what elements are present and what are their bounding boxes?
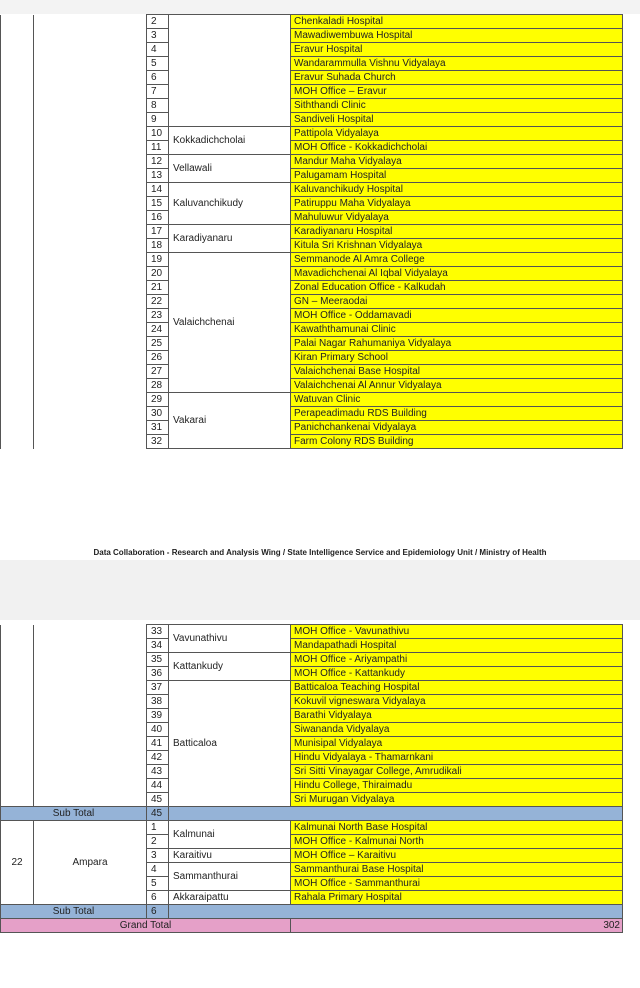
location-cell: Eravur Hospital <box>291 43 623 57</box>
row-number: 19 <box>147 253 169 267</box>
ds-division-cell: Kokkadichcholai <box>169 127 291 155</box>
location-cell: Munisipal Vidyalaya <box>291 737 623 751</box>
location-cell: MOH Office - Vavunathivu <box>291 625 623 639</box>
district-name-cell <box>34 15 147 449</box>
row-number: 35 <box>147 653 169 667</box>
location-cell: MOH Office - Sammanthurai <box>291 877 623 891</box>
row-number: 5 <box>147 877 169 891</box>
location-cell: Perapeadimadu RDS Building <box>291 407 623 421</box>
ds-division-cell: Batticaloa <box>169 681 291 807</box>
location-cell: MOH Office – Karaitivu <box>291 849 623 863</box>
subtotal-value: 6 <box>147 905 169 919</box>
location-cell: MOH Office - Kattankudy <box>291 667 623 681</box>
row-number: 2 <box>147 15 169 29</box>
row-number: 9 <box>147 113 169 127</box>
top-strip <box>0 0 640 14</box>
location-cell: Kawaththamunai Clinic <box>291 323 623 337</box>
location-cell: Sri Murugan Vidyalaya <box>291 793 623 807</box>
row-number: 3 <box>147 849 169 863</box>
location-cell: Mandapathadi Hospital <box>291 639 623 653</box>
row-number: 23 <box>147 309 169 323</box>
ds-division-cell: Akkaraipattu <box>169 891 291 905</box>
row-number: 31 <box>147 421 169 435</box>
location-cell: Hindu College, Thiraimadu <box>291 779 623 793</box>
location-cell: Chenkaladi Hospital <box>291 15 623 29</box>
row-number: 12 <box>147 155 169 169</box>
location-cell: Eravur Suhada Church <box>291 71 623 85</box>
location-cell: Karadiyanaru Hospital <box>291 225 623 239</box>
ds-division-cell: Valaichchenai <box>169 253 291 393</box>
page-gap <box>0 560 640 620</box>
row-number: 15 <box>147 197 169 211</box>
location-cell: MOH Office - Oddamavadi <box>291 309 623 323</box>
locations-table-page1 <box>0 14 623 449</box>
grand-total-value: 302 <box>291 919 623 933</box>
location-cell: MOH Office - Ariyampathi <box>291 653 623 667</box>
location-cell: Rahala Primary Hospital <box>291 891 623 905</box>
location-cell: Sandiveli Hospital <box>291 113 623 127</box>
row-number: 29 <box>147 393 169 407</box>
subtotal-label: Sub Total <box>1 905 147 919</box>
location-cell: Siwananda Vidyalaya <box>291 723 623 737</box>
location-cell: MOH Office - Kokkadichcholai <box>291 141 623 155</box>
row-number: 1 <box>147 821 169 835</box>
location-cell: Valaichchenai Al Annur Vidyalaya <box>291 379 623 393</box>
subtotal-empty <box>169 807 623 821</box>
row-number: 3 <box>147 29 169 43</box>
page-2 <box>0 620 640 988</box>
location-cell: Patiruppu Maha Vidyalaya <box>291 197 623 211</box>
subtotal-empty <box>169 905 623 919</box>
row-number: 27 <box>147 365 169 379</box>
location-cell: Hindu Vidyalaya - Thamarnkani <box>291 751 623 765</box>
row-number: 37 <box>147 681 169 695</box>
location-cell: Kaluvanchikudy Hospital <box>291 183 623 197</box>
row-number: 4 <box>147 863 169 877</box>
grand-total-row <box>1 919 623 933</box>
location-cell: Kitula Sri Krishnan Vidyalaya <box>291 239 623 253</box>
table-row <box>1 15 623 29</box>
location-cell: Mahuluwur Vidyalaya <box>291 211 623 225</box>
location-cell: Mawadiwembuwa Hospital <box>291 29 623 43</box>
ds-division-cell: Vakarai <box>169 393 291 449</box>
location-cell: Siththandi Clinic <box>291 99 623 113</box>
page-1 <box>0 14 640 557</box>
row-number: 20 <box>147 267 169 281</box>
row-number: 14 <box>147 183 169 197</box>
ds-division-cell: Karaitivu <box>169 849 291 863</box>
subtotal-value: 45 <box>147 807 169 821</box>
location-cell: Wandarammulla Vishnu Vidyalaya <box>291 57 623 71</box>
row-number: 22 <box>147 295 169 309</box>
row-number: 2 <box>147 835 169 849</box>
location-cell: Sri Sitti Vinayagar College, Amrudikali <box>291 765 623 779</box>
location-cell: MOH Office – Eravur <box>291 85 623 99</box>
row-number: 43 <box>147 765 169 779</box>
location-cell: Pattipola Vidyalaya <box>291 127 623 141</box>
location-cell: Palai Nagar Rahumaniya Vidyalaya <box>291 337 623 351</box>
subtotal-label: Sub Total <box>1 807 147 821</box>
location-cell: GN – Meeraodai <box>291 295 623 309</box>
row-number: 10 <box>147 127 169 141</box>
district-no-cell: 22 <box>1 821 34 905</box>
ds-division-cell <box>169 15 291 127</box>
row-number: 41 <box>147 737 169 751</box>
ds-division-cell: Kalmunai <box>169 821 291 849</box>
row-number: 42 <box>147 751 169 765</box>
row-number: 4 <box>147 43 169 57</box>
row-number: 28 <box>147 379 169 393</box>
row-number: 25 <box>147 337 169 351</box>
row-number: 13 <box>147 169 169 183</box>
row-number: 38 <box>147 695 169 709</box>
location-cell: Kalmunai North Base Hospital <box>291 821 623 835</box>
district-name-cell: Ampara <box>34 821 147 905</box>
row-number: 30 <box>147 407 169 421</box>
row-number: 45 <box>147 793 169 807</box>
row-number: 18 <box>147 239 169 253</box>
location-cell: Watuvan Clinic <box>291 393 623 407</box>
district-no-cell <box>1 625 34 807</box>
subtotal-row <box>1 905 623 919</box>
row-number: 44 <box>147 779 169 793</box>
ds-division-cell: Kaluvanchikudy <box>169 183 291 225</box>
location-cell: MOH Office - Kalmunai North <box>291 835 623 849</box>
location-cell: Barathi Vidyalaya <box>291 709 623 723</box>
row-number: 5 <box>147 57 169 71</box>
row-number: 39 <box>147 709 169 723</box>
row-number: 26 <box>147 351 169 365</box>
location-cell: Panichchankenai Vidyalaya <box>291 421 623 435</box>
row-number: 32 <box>147 435 169 449</box>
location-cell: Palugamam Hospital <box>291 169 623 183</box>
district-no-cell <box>1 15 34 449</box>
row-number: 17 <box>147 225 169 239</box>
row-number: 21 <box>147 281 169 295</box>
table-row <box>1 821 623 835</box>
table-row <box>1 625 623 639</box>
subtotal-row <box>1 807 623 821</box>
location-cell: Kokuvil vigneswara Vidyalaya <box>291 695 623 709</box>
location-cell: Zonal Education Office - Kalkudah <box>291 281 623 295</box>
location-cell: Farm Colony RDS Building <box>291 435 623 449</box>
row-number: 34 <box>147 639 169 653</box>
row-number: 16 <box>147 211 169 225</box>
location-cell: Mandur Maha Vidyalaya <box>291 155 623 169</box>
ds-division-cell: Vellawali <box>169 155 291 183</box>
row-number: 6 <box>147 71 169 85</box>
location-cell: Semmanode Al Amra College <box>291 253 623 267</box>
ds-division-cell: Karadiyanaru <box>169 225 291 253</box>
locations-table-page2 <box>0 624 623 933</box>
ds-division-cell: Sammanthurai <box>169 863 291 891</box>
row-number: 40 <box>147 723 169 737</box>
row-number: 36 <box>147 667 169 681</box>
row-number: 11 <box>147 141 169 155</box>
row-number: 6 <box>147 891 169 905</box>
ds-division-cell: Vavunathivu <box>169 625 291 653</box>
location-cell: Sammanthurai Base Hospital <box>291 863 623 877</box>
location-cell: Batticaloa Teaching Hospital <box>291 681 623 695</box>
location-cell: Kiran Primary School <box>291 351 623 365</box>
location-cell: Mavadichchenai Al Iqbal Vidyalaya <box>291 267 623 281</box>
ds-division-cell: Kattankudy <box>169 653 291 681</box>
row-number: 7 <box>147 85 169 99</box>
row-number: 33 <box>147 625 169 639</box>
location-cell: Valaichchenai Base Hospital <box>291 365 623 379</box>
grand-total-label: Grand Total <box>1 919 291 933</box>
district-name-cell <box>34 625 147 807</box>
row-number: 24 <box>147 323 169 337</box>
page-footer: Data Collaboration - Research and Analysis Wing / State Intelligence Service and Epidemiology Unit / Ministry of Health <box>93 548 547 557</box>
row-number: 8 <box>147 99 169 113</box>
